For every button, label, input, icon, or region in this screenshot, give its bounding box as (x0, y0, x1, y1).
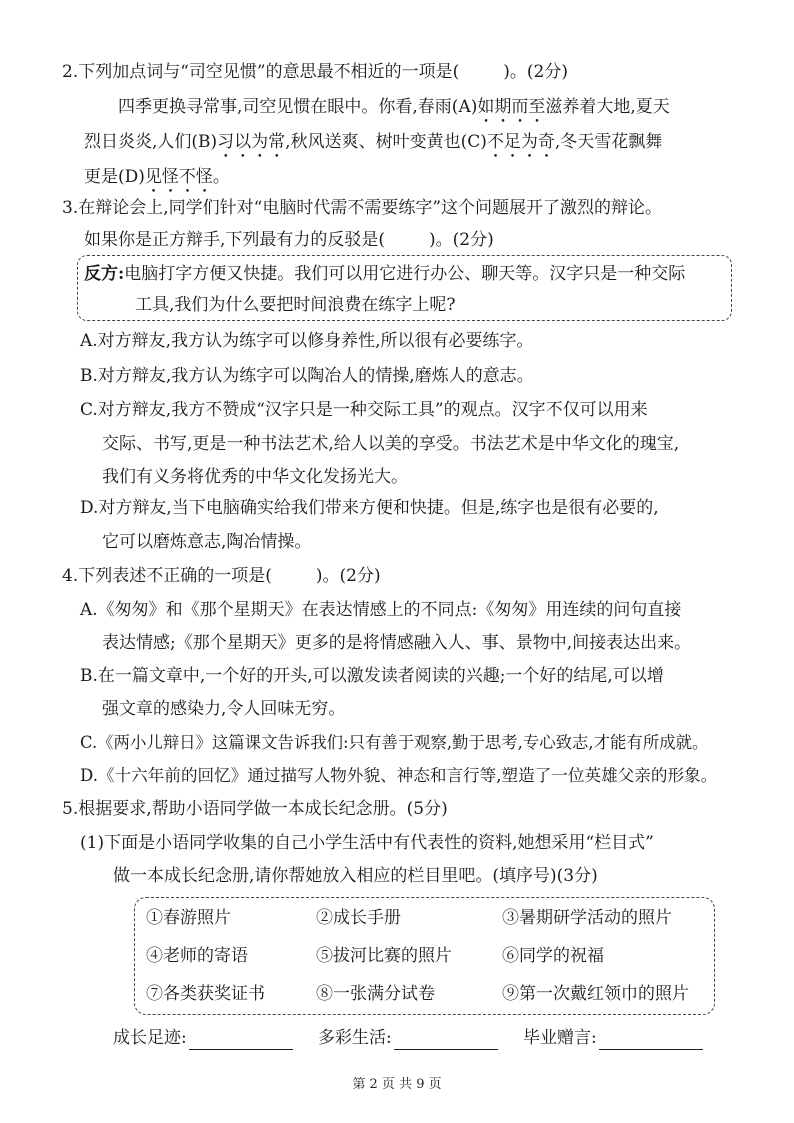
q2-passage-line-3 (84, 165, 230, 189)
q2-stem-text: 2.下列加点词与“司空见惯”的意思最不相近的一项是( (62, 62, 460, 82)
q3-option-c-line-3: 我们有义务将优秀的中华文化发扬光大。 (102, 467, 408, 487)
q4-option-a-line-1[interactable]: A.《匆匆》和《那个星期天》在表达情感上的不同点:《匆匆》用连续的问句直接 (80, 600, 682, 620)
q4-option-a-line-2: 表达情感;《那个星期天》更多的是将情感融入人、事、景物中,间接表达出来。 (102, 633, 692, 653)
q2-option-c-word: 不足为奇 (486, 132, 555, 152)
q3-stem-text: 如果你是正方辩手,下列最有力的反驳是( (84, 230, 386, 250)
q4-stem (62, 564, 381, 588)
q3-option-c-line-1[interactable]: C.对方辩友,我方不赞成“汉字只是一种交际工具”的观点。汉字不仅可以用来 (80, 400, 648, 420)
q2-passage-text: 滋养着大地,夏天 (545, 97, 670, 117)
column-life (318, 1026, 498, 1050)
q3-option-b[interactable]: B.对方辩友,我方认为练字可以陶冶人的情操,磨炼人的意志。 (80, 366, 534, 386)
q3-stem-line-2 (84, 228, 494, 252)
column-life-answer-blank[interactable] (394, 1031, 498, 1050)
q2-passage-text: ,冬天雪花飘舞 (554, 132, 663, 152)
q2-passage-text: 更是(D) (84, 167, 145, 187)
q3-option-d-line-2: 它可以磨炼意志,陶冶情操。 (102, 532, 312, 552)
material-item: ⑦各类获奖证书 (146, 984, 265, 1004)
q3-stem-line-1: 3.在辩论会上,同学们针对“电脑时代需不需要练字”这个问题展开了激烈的辩论。 (62, 198, 663, 218)
q2-passage-line-1 (118, 95, 670, 119)
q4-stem-score: )。(2分) (315, 566, 381, 586)
q5-stem: 5.根据要求,帮助小语同学做一本成长纪念册。(5分) (62, 799, 448, 819)
q5-sub1-line-1: (1)下面是小语同学收集的自己小学生活中有代表性的资料,她想采用“栏目式” (80, 833, 654, 853)
rebuttal-label: 反方: (84, 264, 125, 284)
material-item: ①春游照片 (146, 908, 231, 928)
rebuttal-line-1 (84, 262, 685, 286)
rebuttal-text: 电脑打字方便又快捷。我们可以用它进行办公、聊天等。汉字只是一种交际 (124, 264, 686, 284)
q3-stem-score: )。(2分) (429, 230, 494, 250)
q4-stem-text: 4.下列表述不正确的一项是( (62, 566, 272, 586)
q2-passage-text: 烈日炎炎,人们(B) (84, 132, 218, 152)
q4-option-c[interactable]: C.《两小儿辩日》这篇课文告诉我们:只有善于观察,勤于思考,专心致志,才能有所成就。 (80, 733, 709, 752)
material-item: ⑧一张满分试卷 (316, 984, 435, 1004)
material-item: ⑤拔河比赛的照片 (316, 946, 452, 966)
rebuttal-line-2: 工具,我们为什么要把时间浪费在练字上呢? (135, 295, 456, 315)
q5-sub1-line-2: 做一本成长纪念册,请你帮她放入相应的栏目里吧。(填序号)(3分) (113, 866, 598, 886)
material-item: ⑥同学的祝福 (502, 946, 604, 966)
q3-option-a[interactable]: A.对方辩友,我方认为练字可以修身养性,所以很有必要练字。 (80, 331, 534, 351)
column-growth-answer-blank[interactable] (189, 1031, 293, 1050)
column-label: 多彩生活: (318, 1028, 392, 1048)
column-growth (113, 1026, 293, 1050)
q2-passage-line-2 (84, 130, 662, 154)
q4-option-b-line-2: 强文章的感染力,令人回味无穷。 (102, 699, 346, 719)
column-label: 毕业赠言: (523, 1028, 597, 1048)
material-item: ③暑期研学活动的照片 (502, 908, 672, 928)
material-item: ④老师的寄语 (146, 946, 248, 966)
q2-stem (62, 60, 568, 84)
q2-passage-text: 。 (212, 167, 230, 187)
q2-option-a-word: 如期而至 (477, 97, 546, 117)
q2-stem-score: )。(2分) (503, 62, 568, 82)
q4-option-d[interactable]: D.《十六年前的回忆》通过描写人物外貌、神态和言行等,塑造了一位英雄父亲的形象。 (80, 766, 718, 785)
q4-option-b-line-1[interactable]: B.在一篇文章中,一个好的开头,可以激发读者阅读的兴趣;一个好的结尾,可以增 (80, 666, 664, 686)
q3-option-d-line-1[interactable]: D.对方辩友,当下电脑确实给我们带来方便和快捷。但是,练字也是很有必要的, (80, 498, 659, 518)
column-farewell-answer-blank[interactable] (599, 1031, 703, 1050)
material-item: ②成长手册 (316, 908, 401, 928)
q2-option-b-word: 习以为常 (217, 132, 286, 152)
q2-passage-text: ,秋风送爽、树叶变黄也(C) (285, 132, 487, 152)
material-item: ⑨第一次戴红领巾的照片 (502, 984, 689, 1004)
column-farewell (523, 1026, 703, 1050)
column-label: 成长足迹: (113, 1028, 187, 1048)
q2-passage-text: 四季更换寻常事,司空见惯在眼中。你看,春雨(A) (118, 97, 478, 117)
q3-option-c-line-2: 交际、书写,更是一种书法艺术,给人以美的享受。书法艺术是中华文化的瑰宝, (102, 434, 680, 454)
q2-option-d-word: 见怪不怪 (144, 167, 213, 187)
page-number: 第 2 页 共 9 页 (352, 1077, 442, 1092)
